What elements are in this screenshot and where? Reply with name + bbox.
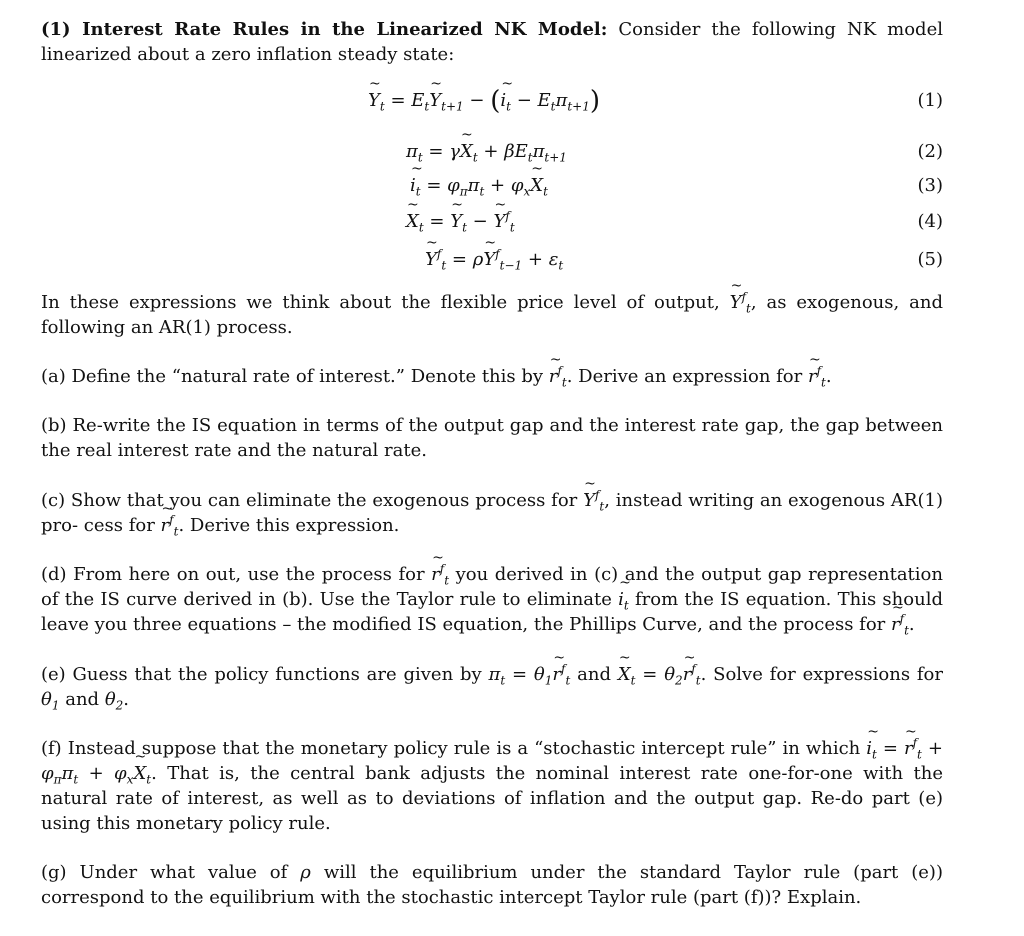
equation-4-number: (4) <box>917 211 943 232</box>
equation-3-number: (3) <box>917 175 943 196</box>
part-e-text-1: (e) Guess that the policy functions are given by <box>41 664 482 685</box>
stochastic-intercept-rule: ~ $i_t$ = ~ $r^f_t + \varphi_\pi\pi_t$ + $\varphi_x\sim$ $X_t$ <box>41 738 943 784</box>
part-d-text-3: from the IS equation. This should leave you three equations – the modified IS equation, the Phillips Curve, and the process for <box>41 589 943 635</box>
equation-3-math: ~ $i_t = \varphi_\pi\pi_t$ + $\varphi_x\sim$ $X_t$ <box>410 173 548 198</box>
natural-rate-symbol: ~ $r^f_t$ <box>431 564 449 585</box>
nominal-rate-symbol: ~ $i_t$ <box>618 589 629 610</box>
flex-output-symbol: ~ $Y^f_t$ <box>583 490 604 511</box>
part-e <box>41 662 943 712</box>
part-d-text-1: (d) From here on out, use the process for <box>41 564 425 585</box>
intro-text: Consider the following NK model linearized about a zero inflation steady state: <box>41 19 943 65</box>
problem-title: (1) Interest Rate Rules in the Linearized NK Model: <box>41 19 608 40</box>
flex-output-symbol: ~ $Y^f_t$ <box>730 292 751 313</box>
part-g-text-2: will the equilibrium under the standard Taylor rule (part (e)) correspond to the equilibrium with the stochastic intercept Taylor rule (part (f))? Explain. <box>41 862 943 908</box>
part-a-text-2: . Derive an expression for <box>566 366 803 387</box>
part-d-text-2: you derived in (c) and the output gap representation of the IS curve derived in (b). Use the Taylor rule to eliminate <box>41 564 943 610</box>
natural-rate-symbol: ~ $r^f_t$ <box>161 515 179 536</box>
part-g-text-1: (g) Under what value of <box>41 862 288 883</box>
part-d-text-4: . <box>908 614 915 635</box>
policy-function-2: ~ $X_t$ = $\theta_2\sim$ $r^f_t$ <box>618 664 701 685</box>
equation-1 <box>41 88 943 120</box>
part-b-text: (b) Re-write the IS equation in terms of the output gap and the interest rate gap, the gap between the real interest rate and the natural rate. <box>41 415 943 461</box>
equation-3 <box>41 173 943 205</box>
policy-function-1: $\pi_t$ = $\theta_1\sim$ $r^f_t$ <box>489 664 571 685</box>
exogenous-paragraph <box>41 290 943 340</box>
part-b <box>41 413 943 463</box>
part-c-text-2: , instead writing an exogenous AR(1) pro- cess for <box>41 490 943 536</box>
natural-rate-symbol: ~ $r^f_t$ <box>549 366 567 387</box>
equation-5-number: (5) <box>917 249 943 270</box>
equation-2-number: (2) <box>917 141 943 162</box>
part-a <box>41 364 943 389</box>
part-e-text-3: . Solve for expressions for <box>700 664 943 685</box>
equation-1-math: ~ $Y_t$ = $E_t\sim$ $Y_{t+1}$ − (~ $i_t - E_t\pi_{t+1}$) <box>368 88 600 114</box>
part-e-text-5: . <box>123 689 130 710</box>
part-c-text-3: . Derive this expression. <box>178 515 400 536</box>
part-d <box>41 562 943 637</box>
theta-2-symbol: $\theta_2$ <box>104 689 124 713</box>
part-c <box>41 488 943 538</box>
exogenous-text-1: In these expressions we think about the flexible price level of output, <box>41 292 720 313</box>
part-e-text-4: and <box>65 689 100 710</box>
equation-1-number: (1) <box>917 90 943 111</box>
part-a-text-3: . <box>825 366 832 387</box>
part-f <box>41 736 943 836</box>
equation-block <box>41 84 943 284</box>
part-c-text-1: (c) Show that you can eliminate the exogenous process for <box>41 490 578 511</box>
part-a-text-1: (a) Define the “natural rate of interest.” Denote this by <box>41 366 544 387</box>
exogenous-text-2: , as exogenous, and following an AR(1) process. <box>41 292 943 338</box>
rho-symbol: ρ <box>300 862 311 883</box>
equation-4-math: ~ $X_t$ = ~ $Y_t$ − ~ $Y^f_t$ <box>406 209 515 234</box>
theta-1-symbol: $\theta_1$ <box>41 689 60 713</box>
natural-rate-symbol: ~ $r^f_t$ <box>891 614 909 635</box>
part-f-text-2: . That is, the central bank adjusts the nominal interest rate one-for-one with the natural rate of interest, as well as to deviations of inflation and the output gap. Re-do part (e) using this monetary policy rule. <box>41 763 943 834</box>
intro-paragraph <box>41 17 943 67</box>
equation-5-math: ~ $Y^f_t$ = ρ~ $Y^f_{t-1} + \varepsilon_t$ <box>425 247 563 272</box>
part-f-text-1: (f) Instead suppose that the monetary policy rule is a “stochastic intercept rule” in which <box>41 738 861 759</box>
equation-2 <box>41 139 943 171</box>
natural-rate-symbol: ~ $r^f_t$ <box>808 366 826 387</box>
equation-2-math: $\pi_t$ = γ~ $X_t + \beta E_t\pi_{t+1}$ <box>406 139 567 164</box>
part-e-text-2: and <box>577 664 611 685</box>
part-g <box>41 860 943 910</box>
equation-5 <box>41 247 943 279</box>
